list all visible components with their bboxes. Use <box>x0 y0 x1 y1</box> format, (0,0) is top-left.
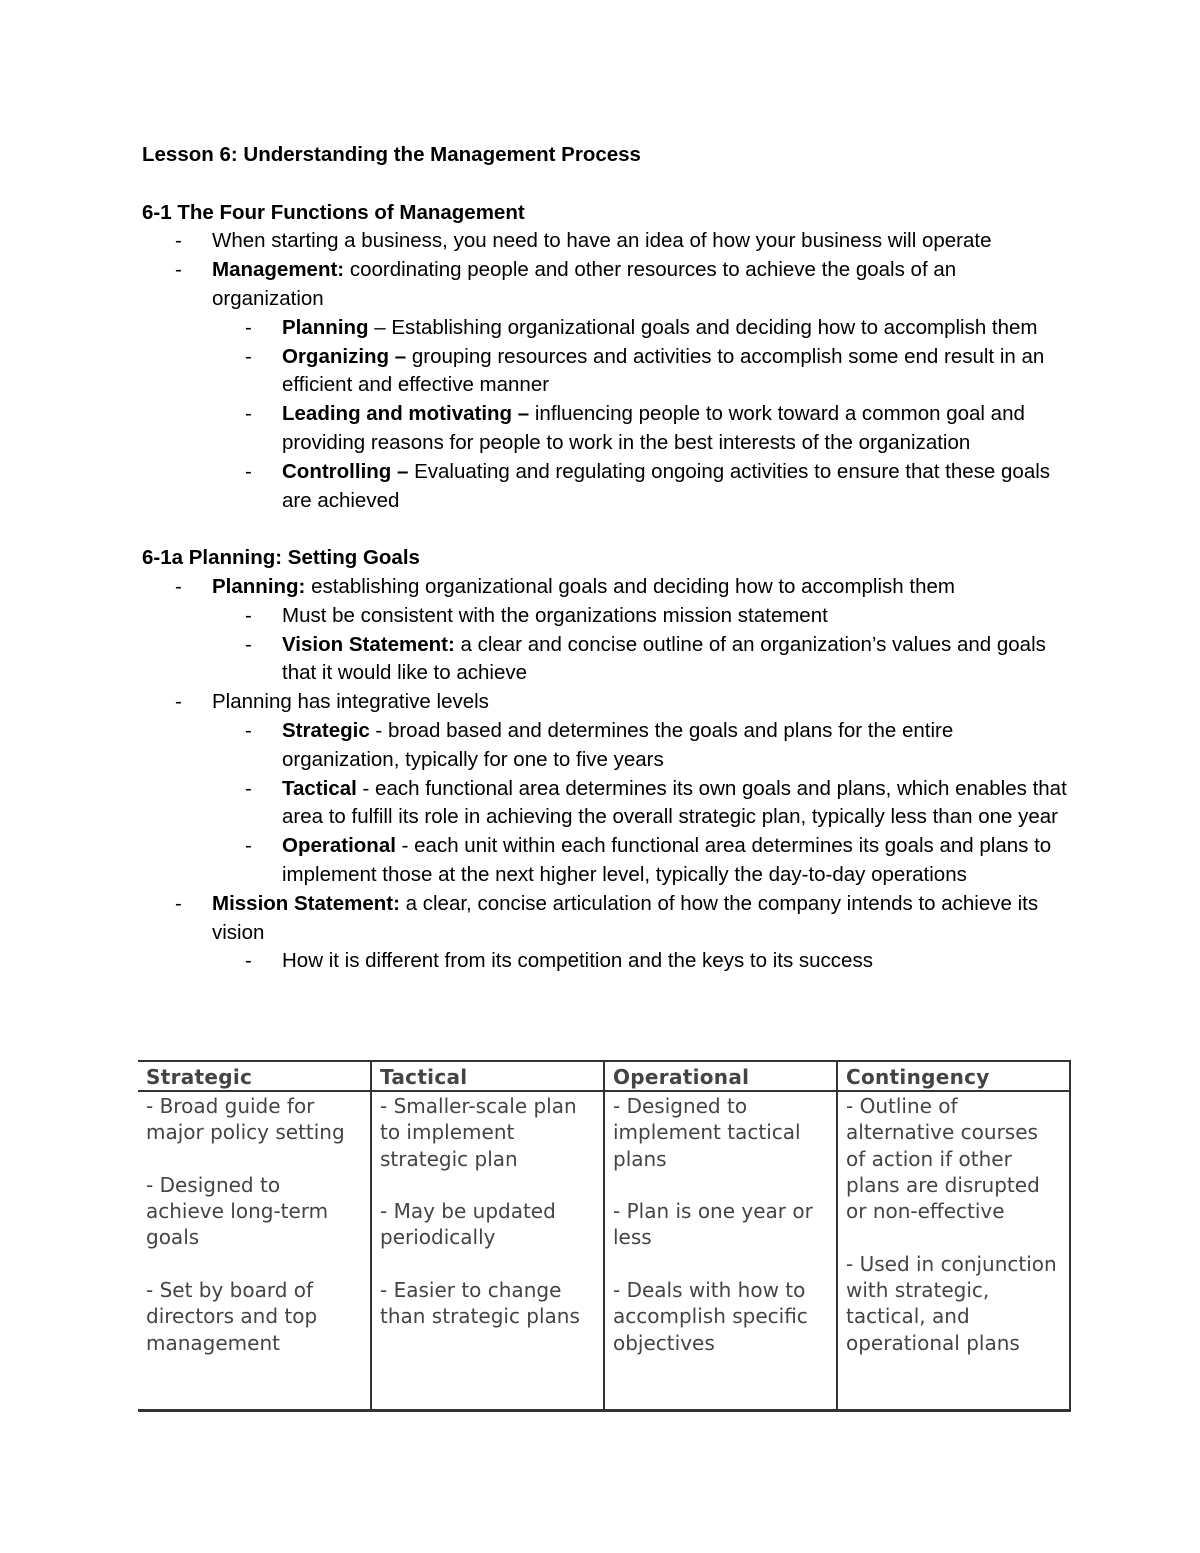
list-item: - Must be consistent with the organizations mission statement <box>245 603 828 627</box>
cell-item: - Outline of alternative courses of action if other plans are disrupted or non-effective <box>846 1094 1040 1224</box>
document-body <box>142 141 1072 976</box>
list-item: - Planning has integrative levels - Strategic - broad based and determines the goals and plans for the entire organization, typically for one to five years - Tactical - each functional area determines its own goals and plans, which enables that area to fulfill its role in achieving the overall strategic plan, typically less than one year - Operational - each unit within each functional area determines its goals and plans to implement those at the next higher level, typically the day-to-day operations <box>142 688 1072 890</box>
cell-item: - Plan is one year or less <box>613 1199 813 1250</box>
column-header-contingency: Contingency <box>837 1061 1070 1091</box>
management-functions-sublist <box>212 314 1072 516</box>
list-item: - Mission Statement: a clear, concise articulation of how the company intends to achieve its vision - How it is different from its competition and the keys to its success <box>142 890 1072 976</box>
cell-item: - Designed to implement tactical plans <box>613 1094 801 1171</box>
cell-item: - Deals with how to accomplish specific objectives <box>613 1278 808 1355</box>
cell-item: - May be updated periodically <box>380 1199 556 1250</box>
section-heading-functions: 6-1 The Four Functions of Management <box>142 200 525 224</box>
cell-item: - Easier to change than strategic plans <box>380 1278 580 1329</box>
list-item: - Controlling – Evaluating and regulating ongoing activities to ensure that these goals are achieved <box>245 459 1051 512</box>
table-header-row <box>138 1061 1070 1091</box>
cell-tactical <box>371 1091 604 1411</box>
list-item: - Tactical - each functional area determines its own goals and plans, which enables that area to fulfill its role in achieving the overall strategic plan, typically less than one year <box>245 776 1067 829</box>
list-item: - Organizing – grouping resources and activities to accomplish some end result in an efficient and effective manner <box>245 344 1045 397</box>
cell-item: - Broad guide for major policy setting <box>146 1094 345 1145</box>
list-item: - When starting a business, you need to have an idea of how your business will operate <box>175 229 992 253</box>
column-header-strategic: Strategic <box>138 1061 371 1091</box>
list-item: - Vision Statement: a clear and concise outline of an organization’s values and goals that it would like to achieve <box>245 632 1046 685</box>
column-header-operational: Operational <box>604 1061 837 1091</box>
list-item: - Planning: establishing organizational goals and deciding how to accomplish them - Must be consistent with the organizations mission statement - Vision Statement: a clear and concise outline of an organization’s values and goals that it would like to achieve <box>142 573 1072 688</box>
lesson-title: Lesson 6: Understanding the Management Process <box>142 143 641 166</box>
table-row <box>138 1091 1070 1411</box>
section-heading-planning: 6-1a Planning: Setting Goals <box>142 546 420 570</box>
cell-item: - Designed to achieve long-term goals <box>146 1172 329 1250</box>
list-item: - Management: coordinating people and other resources to achieve the goals of an organization - Planning – Establishing organizational goals and deciding how to accomplish them - Organizing – grouping resources and activities to accomplish some end result in an efficient and effective manner - Leading and motivating – influencing people to work toward a common goal and providing reasons for people to work in the best interests of the organization - Controlling – Evaluating and regulating ongoing activities to ensure that these goals are achieved <box>142 256 1072 515</box>
list-item: - Planning – Establishing organizational goals and deciding how to accomplish them <box>245 315 1038 339</box>
cell-item: - Used in conjunction with strategic, tactical, and operational plans <box>846 1251 1057 1355</box>
cell-contingency <box>837 1091 1070 1411</box>
planning-list <box>142 573 1072 976</box>
list-item: - Strategic - broad based and determines the goals and plans for the entire organization, typically for one to five years <box>245 718 954 771</box>
cell-operational <box>604 1091 837 1411</box>
list-item: - How it is different from its competition and the keys to its success <box>245 949 873 973</box>
cell-item: - Set by board of directors and top management <box>146 1278 318 1355</box>
list-item: - Leading and motivating – influencing people to work toward a common goal and providing reasons for people to work in the best interests of the organization <box>245 402 1025 454</box>
plans-table <box>138 1060 1071 1412</box>
cell-item: - Smaller-scale plan to implement strategic plan <box>380 1094 577 1171</box>
cell-strategic <box>138 1091 371 1411</box>
functions-list <box>142 227 1072 515</box>
list-item: - Operational - each unit within each functional area determines its goals and plans to implement those at the next higher level, typically the day-to-day operations <box>245 834 1052 886</box>
column-header-tactical: Tactical <box>371 1061 604 1091</box>
